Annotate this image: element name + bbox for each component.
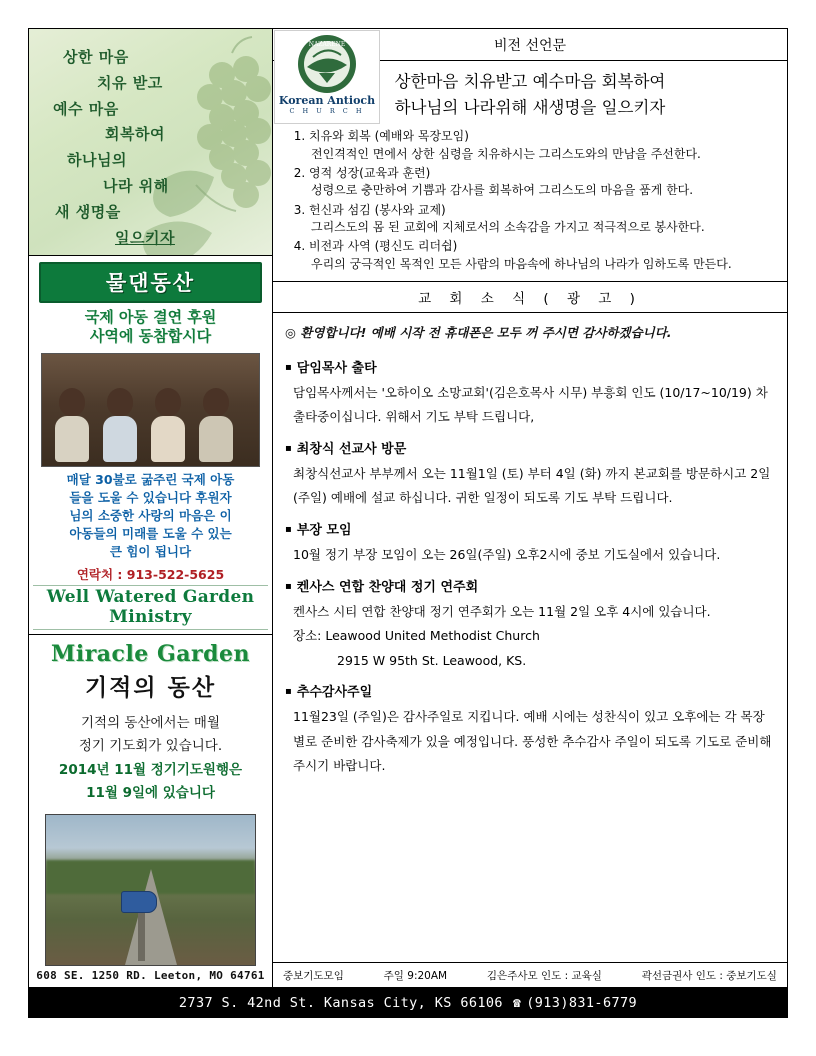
verse-line-1: 상한 마음: [63, 48, 129, 66]
verse-line-2: 치유 받고: [97, 73, 163, 92]
vision-item-desc: 전인격적인 면에서 상한 심령을 치유하시는 그리스도와의 만남을 주선한다.: [311, 146, 701, 161]
news-item-text: 최창식선교사 부부께서 오는 11월1일 (토) 부터 4일 (화) 까지 본교회를 방문하시고 2일 (주일) 예배에 설교 하십니다. 귀한 일정이 되도록 기도 부탁 드립니다.: [293, 466, 771, 506]
road: [125, 869, 177, 965]
news-header: 교 회 소 식 ( 광 고 ): [273, 282, 787, 313]
verse-text: [29, 29, 272, 251]
news-item-text: 11월23일 (주일)은 감사주일로 지킵니다. 예배 시에는 성찬식이 있고 오후에는 각 목장별로 준비한 감사축제가 있을 예정입니다. 풍성한 추수감사 주일이 되도록 기도로 준비해 주시기 바랍니다.: [293, 709, 772, 774]
logo-subtitle: C H U R C H: [289, 106, 365, 115]
vision-item-title: 헌신과 섬김 (봉사와 교제): [309, 202, 446, 217]
news-footer: [273, 962, 787, 987]
vision-header: 비전 선언문: [273, 29, 787, 61]
news-footer-item: 주일 9:20AM: [383, 970, 448, 982]
news-footer-item: 중보기도모임: [283, 970, 344, 982]
mailbox-icon: [121, 891, 157, 913]
vision-statement-line1: 상한마음 치유받고 예수마음 회복하여: [394, 72, 666, 91]
news-item: [285, 356, 775, 430]
bulletin-frame: [28, 28, 788, 988]
child-figure: [148, 388, 188, 462]
ad1-banner: 물댄동산: [39, 262, 262, 303]
right-column: [273, 29, 787, 987]
left-column: [29, 29, 273, 987]
verse-line-4: 회복하여: [105, 125, 165, 144]
vision-list-item: [309, 128, 777, 163]
ad1-subtitle-line2: 사역에 동참합시다: [89, 327, 212, 346]
ad2-body-line4: 11월 9일에 있습니다: [86, 785, 215, 802]
news-item-text: 켄사스 시티 연합 찬양대 정기 연주회가 오는 11월 2일 오후 4시에 있습니다.: [293, 603, 711, 619]
footer-address: 2737 S. 42nd St. Kansas City, KS 66106: [178, 995, 503, 1011]
news-body: [273, 313, 787, 962]
logo-name: Korean Antioch: [278, 94, 376, 107]
news-item: [285, 680, 775, 778]
ad1-description: [33, 471, 268, 562]
welcome-notice: ◎ 환영합니다! 예배 시작 전 휴대폰은 모두 꺼 주시면 감사하겠습니다.: [285, 325, 672, 341]
vision-list-item: [309, 202, 777, 237]
vision-item-title: 비전과 사역 (평신도 리더쉽): [309, 239, 458, 254]
news-item-text: 담임목사께서는 '오하이오 소망교회'(김은호목사 시무) 부흥회 인도 (10/17~10/19) 차 출타중이십니다. 위해서 기도 부탁 드립니다,: [293, 384, 768, 425]
ad2-body-line2: 정기 기도회가 있습니다.: [78, 738, 223, 755]
footer-phone: (913)831-6779: [526, 995, 638, 1011]
ad1-contact: 연락처 : 913-522-5625: [76, 566, 225, 582]
phone-icon: ☎: [512, 995, 522, 1011]
ad-miracle-garden: [29, 635, 272, 988]
ad1-desc-line3: 님의 소중한 사랑의 마음은 이: [69, 508, 232, 524]
ad1-photo: [41, 353, 260, 467]
vision-item-desc: 그리스도의 몸 된 교회에 지체로서의 소속감을 가지고 적극적으로 봉사한다.: [311, 220, 705, 235]
vision-list-item: [309, 165, 777, 200]
news-item: [285, 518, 775, 568]
church-logo: [274, 30, 380, 124]
news-item: [285, 575, 775, 673]
vision-list: [283, 128, 777, 273]
news-item: [285, 437, 775, 511]
news-item-venue: 장소: Leawood United Methodist Church: [293, 628, 540, 644]
vision-item-desc: 우리의 궁극적인 목적인 모든 사람의 마음속에 하나님의 나라가 임하도록 만든다.: [311, 256, 732, 271]
ad2-title-korean: 기적의 동산: [84, 674, 217, 701]
ad1-desc-line4: 아동들의 미래를 도울 수 있는: [69, 526, 232, 542]
verse-line-5: 하나님의: [67, 151, 127, 170]
vision-list-item: [309, 238, 777, 273]
news-item-title: ▪ 켄사스 연합 찬양대 정기 연주회: [285, 575, 775, 600]
ad-well-watered-garden: [29, 256, 272, 635]
mailbox-post: [138, 907, 145, 961]
verse-line-6: 나라 위해: [103, 176, 169, 195]
ad1-subtitle: [33, 308, 268, 347]
news-footer-item: 김은주사모 인도 : 교육실: [486, 970, 602, 982]
child-figure: [100, 388, 140, 462]
news-item-text: 10월 정기 부장 모임이 오는 26일(주일) 오후2시에 중보 기도실에서 있습니다.: [293, 547, 721, 563]
ad2-photo: [45, 814, 256, 966]
child-figure: [52, 388, 92, 462]
footer-bar: [28, 988, 788, 1018]
news-footer-item: 곽선금권사 인도 : 중보기도실: [641, 970, 777, 982]
ad2-title-english: Miracle Garden: [51, 640, 250, 667]
ad2-body-line1: 기적의 동산에서는 매월: [81, 714, 220, 731]
verse-art-box: [29, 29, 272, 256]
vision-statement-line2: 하나님의 나라위해 새생명을 일으키자: [394, 97, 666, 117]
ad1-desc-line2: 들을 도울 수 있습니다 후원자: [69, 490, 232, 505]
ad2-body-line3: 2014년 11월 정기기도원행은: [58, 761, 243, 778]
news-item-title: ▪ 최창식 선교사 방문: [285, 437, 775, 462]
vision-item-title: 영적 성장(교육과 훈련): [309, 165, 431, 180]
child-figure: [196, 388, 236, 462]
news-item-venue-address: 2915 W 95th St. Leawood, KS.: [337, 652, 527, 668]
verse-line-7: 새 생명을: [55, 202, 121, 221]
nazarene-seal-icon: [295, 33, 359, 95]
verse-line-8: 일으키자: [115, 228, 175, 247]
ad2-address: 608 SE. 1250 RD. Leeton, MO 64761: [36, 969, 265, 982]
verse-line-3: 예수 마음: [53, 99, 119, 118]
ad1-desc-line5: 큰 힘이 됩니다: [109, 544, 192, 560]
vision-item-title: 치유와 회복 (예배와 목장모임): [309, 129, 469, 144]
ad1-desc-line1: 매달 30불로 굶주린 국제 아동: [66, 471, 235, 487]
ad1-subtitle-line1: 국제 아동 결연 후원: [84, 307, 217, 326]
ad2-body: [35, 712, 266, 807]
ad1-ministry-logo: Well Watered Garden Ministry: [33, 585, 268, 630]
vision-item-desc: 성령으로 충만하여 기쁨과 감사를 회복하여 그리스도의 마음을 품게 한다.: [311, 183, 694, 198]
news-item-title: ▪ 담임목사 출타: [285, 356, 775, 381]
news-item-title: ▪ 부장 모임: [285, 518, 775, 543]
svg-text:NAZARENE: NAZARENE: [308, 41, 346, 48]
news-item-title: ▪ 추수감사주일: [285, 680, 775, 705]
